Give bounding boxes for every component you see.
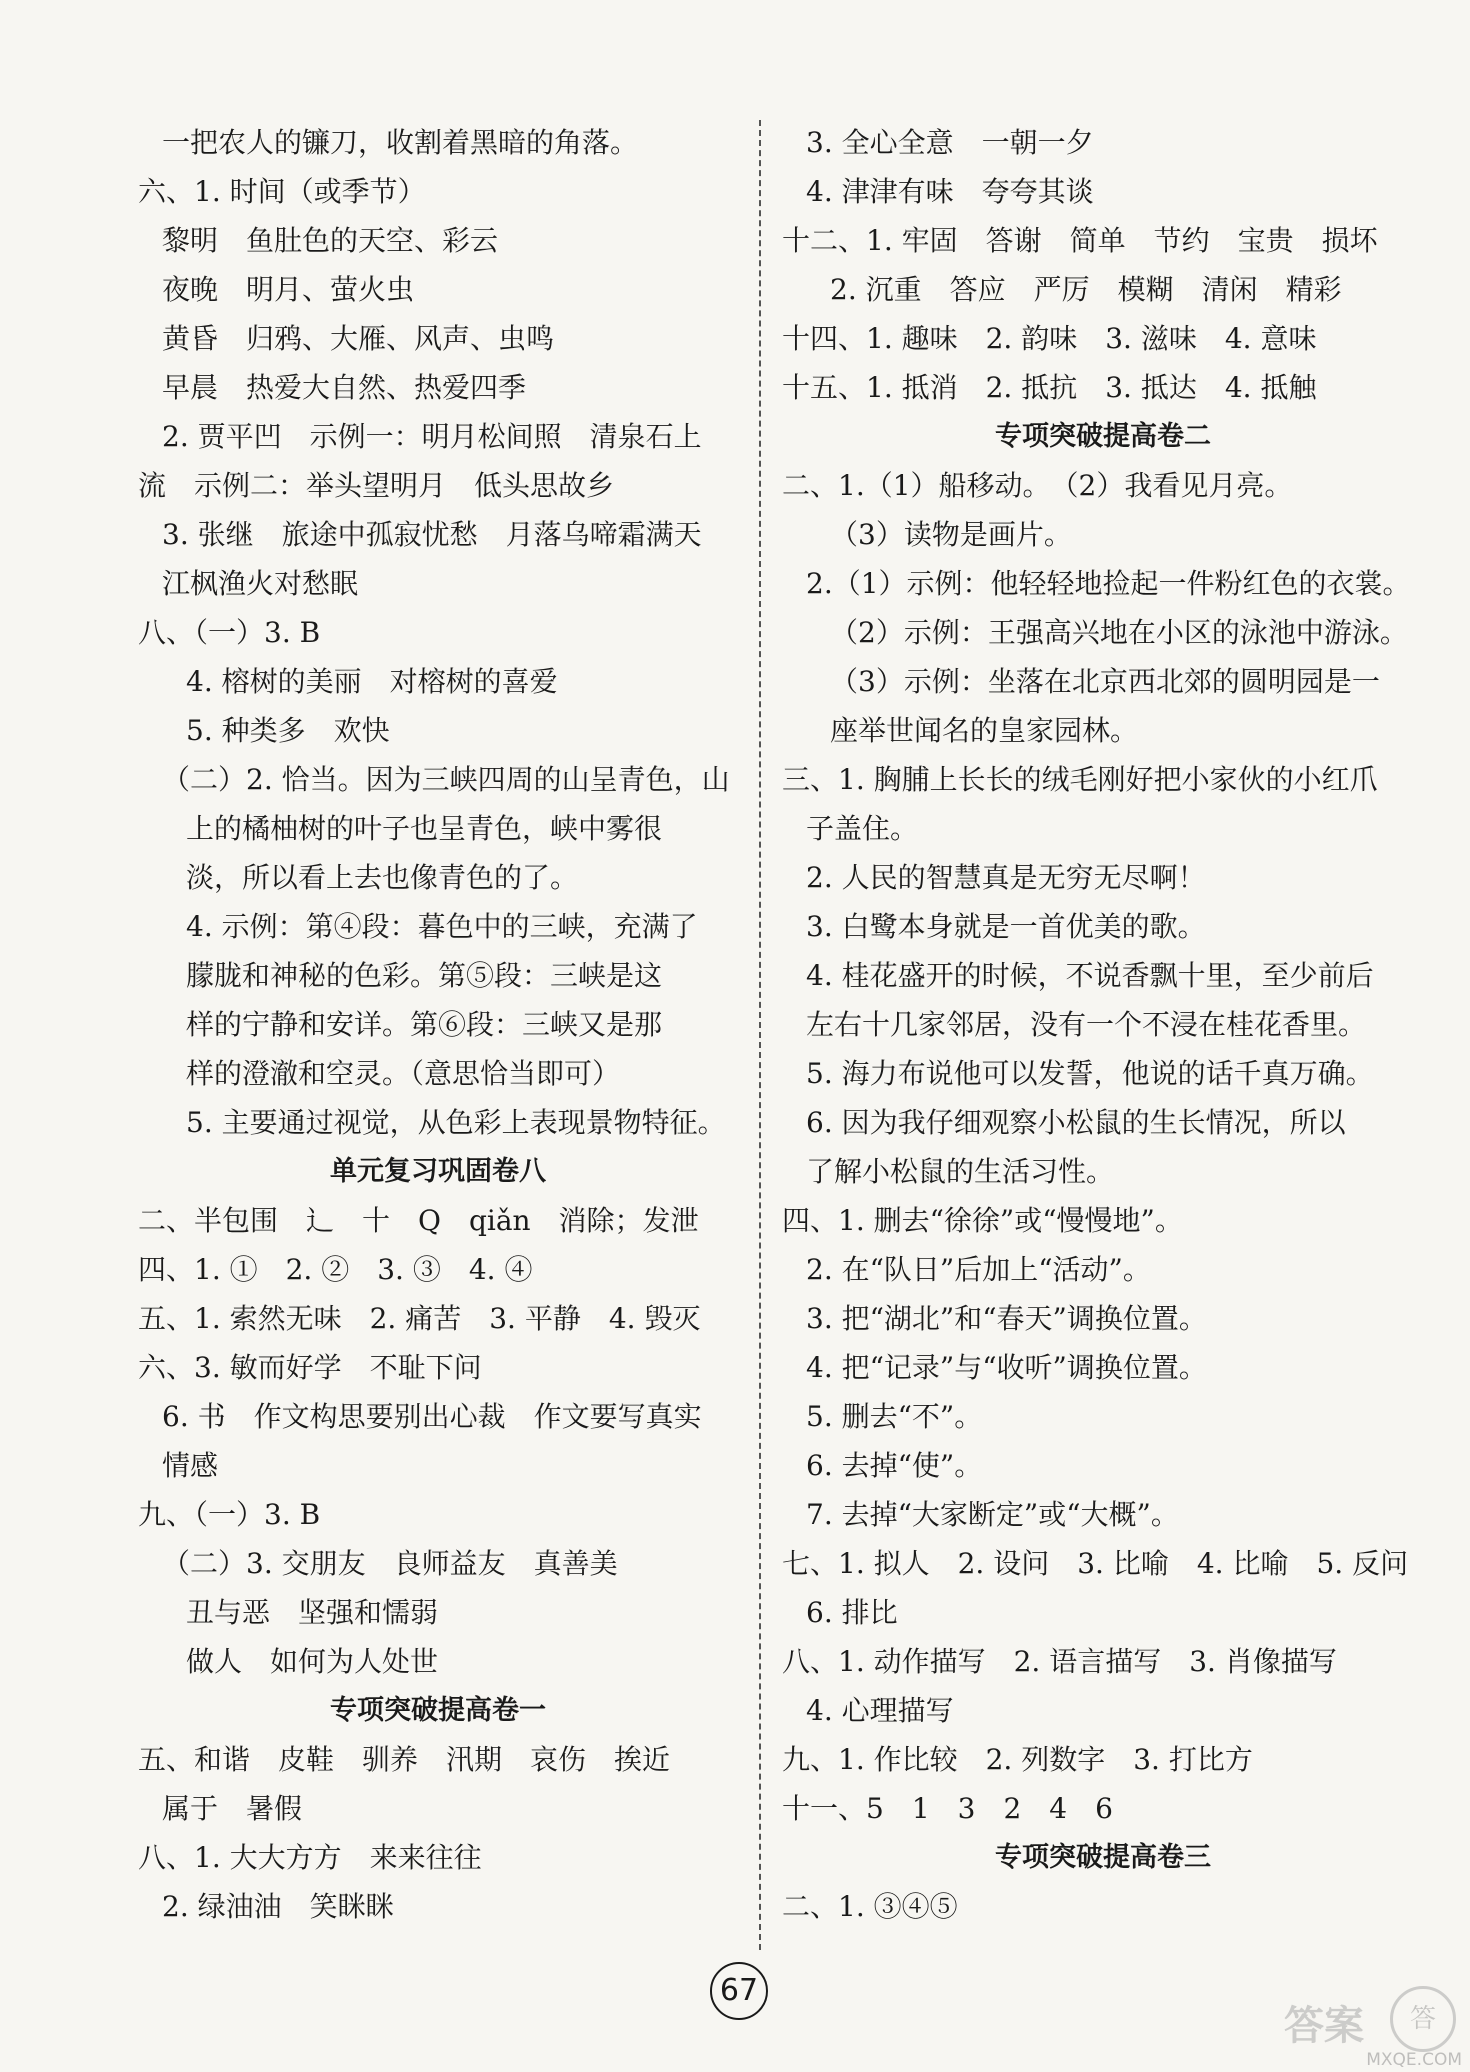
answer-line: 2. 人民的智慧真是无穷无尽啊！ — [806, 861, 1206, 894]
answer-line: 二、半包围 辶 十 Q qiǎn 消除；发泄 — [138, 1204, 699, 1237]
answer-line: 左右十几家邻居，没有一个不浸在桂花香里。 — [806, 1008, 1367, 1041]
answer-line: 样的宁静和安详。第⑥段：三峡又是那 — [186, 1008, 663, 1041]
answer-line: 十一、5 1 3 2 4 6 — [782, 1792, 1113, 1825]
watermark-url: MXQE.COM — [1366, 2050, 1462, 2070]
answer-line: 5. 主要通过视觉，从色彩上表现景物特征。 — [186, 1106, 726, 1139]
answer-line: 上的橘柚树的叶子也呈青色，峡中雾很 — [186, 812, 663, 845]
page-number: 67 — [710, 1962, 768, 2020]
answer-line: 2. 沉重 答应 严厉 模糊 清闲 精彩 — [830, 273, 1342, 306]
column-divider — [759, 120, 761, 1950]
section-title: 专项突破提高卷一 — [330, 1695, 546, 1726]
answer-line: 2. 在“队日”后加上“活动”。 — [806, 1253, 1151, 1286]
watermark — [1284, 1984, 1462, 2070]
answer-line: 六、3. 敏而好学 不耻下问 — [138, 1351, 482, 1384]
answer-line: 四、1. ① 2. ② 3. ③ 4. ④ — [138, 1253, 533, 1286]
answer-line: 子盖住。 — [806, 812, 919, 845]
answer-line: 3. 全心全意 一朝一夕 — [806, 126, 1094, 159]
answer-line: 了解小松鼠的生活习性。 — [806, 1155, 1115, 1188]
answer-line: 2.（1）示例：他轻轻地捡起一件粉红色的衣裳。 — [806, 567, 1411, 600]
answer-line: 4. 心理描写 — [806, 1694, 954, 1727]
answer-line: 夜晚 明月、萤火虫 — [162, 273, 415, 306]
answer-line: 4. 榕树的美丽 对榕树的喜爱 — [186, 665, 558, 698]
answer-line: 3. 把“湖北”和“春天”调换位置。 — [806, 1302, 1207, 1335]
answer-line: 6. 因为我仔细观察小松鼠的生长情况，所以 — [806, 1106, 1346, 1139]
answer-line: 4. 津津有味 夸夸其谈 — [806, 175, 1094, 208]
answer-line: 五、和谐 皮鞋 驯养 汛期 哀伤 挨近 — [138, 1743, 671, 1776]
answer-line: 九、1. 作比较 2. 列数字 3. 打比方 — [782, 1743, 1253, 1776]
answer-line: （3）读物是画片。 — [830, 518, 1072, 551]
answer-line: （二）2. 恰当。因为三峡四周的山呈青色，山 — [162, 763, 730, 796]
watermark-logo-icon: 答 — [1390, 1986, 1456, 2052]
answer-line: 流 示例二：举头望明月 低头思故乡 — [138, 469, 615, 502]
answer-line: 朦胧和神秘的色彩。第⑤段：三峡是这 — [186, 959, 663, 992]
answer-line: 十二、1. 牢固 答谢 简单 节约 宝贵 损坏 — [782, 224, 1378, 257]
answer-line: （2）示例：王强高兴地在小区的泳池中游泳。 — [830, 616, 1408, 649]
section-title: 专项突破提高卷二 — [995, 421, 1211, 452]
answer-line: 五、1. 索然无味 2. 痛苦 3. 平静 4. 毁灭 — [138, 1302, 701, 1335]
answer-line: 4. 桂花盛开的时候，不说香飘十里，至少前后 — [806, 959, 1374, 992]
answer-line: 二、1.（1）船移动。 （2）我看见月亮。 — [782, 469, 1293, 502]
answer-line: 黄昏 归鸦、大雁、风声、虫鸣 — [162, 322, 555, 355]
answer-line: 江枫渔火对愁眠 — [162, 567, 359, 600]
answer-line: 九、（一）3. B — [138, 1498, 321, 1531]
answer-line: 4. 示例：第④段：暮色中的三峡，充满了 — [186, 910, 698, 943]
answer-line: 七、1. 拟人 2. 设问 3. 比喻 4. 比喻 5. 反问 — [782, 1547, 1409, 1580]
answer-line: 八、1. 大大方方 来来往往 — [138, 1841, 482, 1874]
answer-line: 6. 书 作文构思要别出心裁 作文要写真实 — [162, 1400, 702, 1433]
answer-line: 2. 贾平凹 示例一：明月松间照 清泉石上 — [162, 420, 702, 453]
answer-line: 三、1. 胸脯上长长的绒毛刚好把小家伙的小红爪 — [782, 763, 1378, 796]
answer-line: 样的澄澈和空灵。（意思恰当即可） — [186, 1057, 621, 1090]
left-column — [138, 118, 738, 1931]
answer-line: 八、（一）3. B — [138, 616, 321, 649]
watermark-brand: 答案 — [1284, 2003, 1364, 2049]
answer-line: （3）示例：坐落在北京西北郊的圆明园是一 — [830, 665, 1380, 698]
answer-line: 二、1. ③④⑤ — [782, 1890, 958, 1923]
section-title: 专项突破提高卷三 — [995, 1842, 1211, 1873]
answer-line: （二）3. 交朋友 良师益友 真善美 — [162, 1547, 618, 1580]
answer-line: 3. 张继 旅途中孤寂忧愁 月落乌啼霜满天 — [162, 518, 702, 551]
answer-line: 2. 绿油油 笑眯眯 — [162, 1890, 394, 1923]
answer-line: 6. 排比 — [806, 1596, 898, 1629]
answer-line: 5. 海力布说他可以发誓，他说的话千真万确。 — [806, 1057, 1374, 1090]
answer-line: 做人 如何为人处世 — [186, 1645, 439, 1678]
right-column — [782, 118, 1424, 1931]
answer-line: 座举世闻名的皇家园林。 — [830, 714, 1139, 747]
answer-line: 四、1. 删去“徐徐”或“慢慢地”。 — [782, 1204, 1183, 1237]
answer-line: 淡，所以看上去也像青色的了。 — [186, 861, 579, 894]
answer-line: 7. 去掉“大家断定”或“大概”。 — [806, 1498, 1179, 1531]
answer-line: 十四、1. 趣味 2. 韵味 3. 滋味 4. 意味 — [782, 322, 1317, 355]
answer-line: 6. 去掉“使”。 — [806, 1449, 983, 1482]
answer-line: 八、1. 动作描写 2. 语言描写 3. 肖像描写 — [782, 1645, 1337, 1678]
answer-line: 丑与恶 坚强和懦弱 — [186, 1596, 439, 1629]
answer-line: 4. 把“记录”与“收听”调换位置。 — [806, 1351, 1207, 1384]
answer-line: 属于 暑假 — [162, 1792, 303, 1825]
answer-line: 一把农人的镰刀，收割着黑暗的角落。 — [162, 126, 639, 159]
answer-line: 六、1. 时间（或季节） — [138, 175, 426, 208]
answer-line: 情感 — [162, 1449, 219, 1482]
section-title: 单元复习巩固卷八 — [330, 1156, 546, 1187]
answer-line: 十五、1. 抵消 2. 抵抗 3. 抵达 4. 抵触 — [782, 371, 1317, 404]
answer-line: 5. 删去“不”。 — [806, 1400, 983, 1433]
answer-line: 早晨 热爱大自然、热爱四季 — [162, 371, 527, 404]
answer-line: 3. 白鹭本身就是一首优美的歌。 — [806, 910, 1206, 943]
answer-line: 黎明 鱼肚色的天空、彩云 — [162, 224, 499, 257]
answer-line: 5. 种类多 欢快 — [186, 714, 390, 747]
